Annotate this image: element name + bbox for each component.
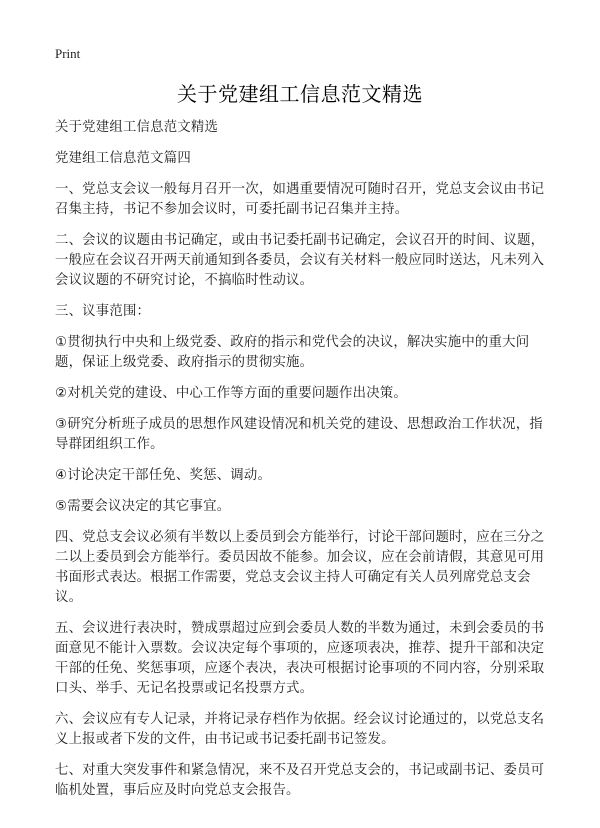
section-heading: 党建组工信息范文篇四: [55, 151, 191, 166]
document-body: [55, 118, 555, 812]
paragraph: 一、党总支会议一般每月召开一次，如遇重要情况可随时召开，党总支会议由书记召集主持，书记不参加会议时，可委托副书记召集并主持。: [55, 182, 545, 217]
list-item: ③研究分析班子成员的思想作风建设情况和机关党的建设、思想政治工作状况，指导群团组织工作。: [55, 417, 543, 452]
paragraph: 六、会议应有专人记录，并将记录存档作为依据。经会议讨论通过的，以党总支名义上报或者下发的文件，由书记或书记委托副书记签发。: [55, 712, 545, 747]
paragraph: 二、会议的议题由书记确定，或由书记委托副书记确定，会议召开的时间、议题，一般应在会议召开两天前通知到各委员，会议有关材料一般应同时送达，凡未列入会议议题的不研究讨论，不搞临时性动议。: [55, 233, 545, 288]
paragraph: 四、党总支会议必须有半数以上委员到会方能举行，讨论干部问题时，应在三分之二以上委员到会方能举行。委员因故不能参。加会议，应在会前请假，其意见可用书面形式表达。根据工作需要，党总支会议主持人可确定有关人员列席党总支会议。: [55, 530, 545, 605]
paragraph: 五、会议进行表决时，赞成票超过应到会委员人数的半数为通过，未到会委员的书面意见不能计入票数。会议决定每个事项的，应逐项表决，推荐、提升干部和决定干部的任免、奖惩事项，应逐个表决，表决可根据讨论事项的不同内容，分别采取口头、举手、无记名投票或记名投票方式。: [55, 621, 545, 696]
list-item: ②对机关党的建设、中心工作等方面的重要问题作出决策。: [55, 386, 407, 401]
paragraph: 七、对重大突发事件和紧急情况，来不及召开党总支会的，书记或副书记、委员可临机处置，事后应及时向党总支会报告。: [55, 763, 545, 798]
subtitle: 关于党建组工信息范文精选: [55, 120, 219, 135]
list-item: ④讨论决定干部任免、奖惩、调动。: [55, 468, 272, 483]
paragraph: 三、议事范围：: [55, 304, 151, 319]
print-label: Print: [55, 46, 81, 61]
document-title: 关于党建组工信息范文精选: [177, 82, 423, 106]
list-item: ①贯彻执行中央和上级党委、政府的指示和党代会的决议，解决实施中的重大问题，保证上级党委、政府指示的贯彻实施。: [55, 335, 530, 370]
list-item: ⑤需要会议决定的其它事宜。: [55, 499, 231, 514]
